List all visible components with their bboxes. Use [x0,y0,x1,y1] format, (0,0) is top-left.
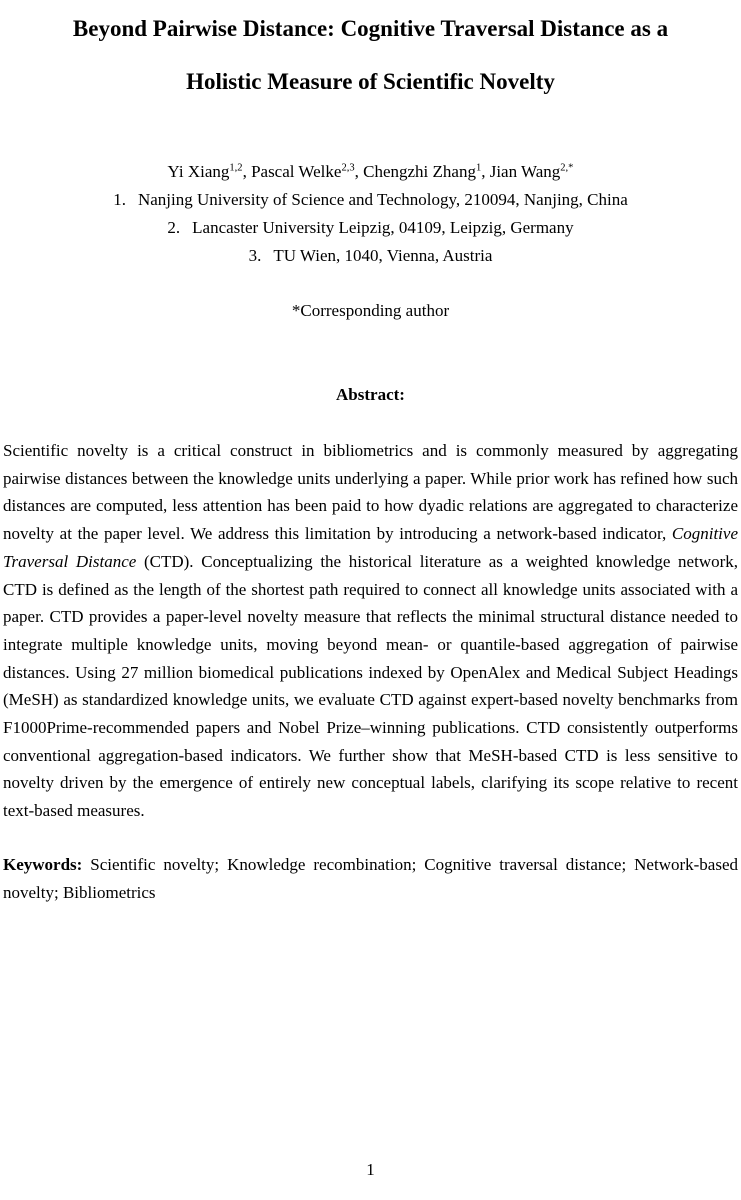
affiliation-text: TU Wien, 1040, Vienna, Austria [273,246,493,265]
affiliation-item [3,214,738,242]
affiliation-number: 3. [248,246,262,265]
paper-title [3,2,738,108]
authors-block [3,158,738,270]
corresponding-author-note: *Corresponding author [291,301,450,320]
affiliation-text: Nanjing University of Science and Technology, 210094, Nanjing, China [137,190,628,209]
abstract-heading: Abstract: [336,385,405,404]
affiliation-item [3,186,738,214]
author-affiliation-superscript: 2,* [560,162,574,174]
author-name: Yi Xiang [167,162,230,181]
author-name: Chengzhi Zhang [363,162,476,181]
author-name: Jian Wang [489,162,561,181]
author-affiliation-superscript: 1 [475,162,482,174]
abstract-segment: (CTD). Conceptualizing the historical literature as a weighted knowledge network, CTD is defined as the length of the shortest path required to connect all knowledge units associated with a paper. CTD provides a paper-level novelty measure that reflects the minimal structural distance needed to integrate multiple knowledge units, moving beyond mean- or quantile-based aggregation of pairwise distances. Using 27 million biomedical publications indexed by OpenAlex and Medical Subject Headings (MeSH) as standardized knowledge units, we evaluate CTD against expert-based novelty benchmarks from F1000Prime-recommended papers and Nobel Prize–winning publications. CTD consistently outperforms conventional aggregation-based indicators. We further show that MeSH-based CTD is less sensitive to novelty driven by the emergence of entirely new conceptual labels, clarifying its scope relative to recent text-based measures. [3,551,739,821]
author-name: Pascal Welke [251,162,342,181]
keywords-paragraph [3,851,738,906]
abstract-text [3,437,738,825]
abstract-italic-term: Cognitive Traversal Distance [3,524,738,571]
keywords-text: Scientific novelty; Knowledge recombination; Cognitive traversal distance; Network-based novelty; Bibliometrics [3,854,738,902]
affiliation-list [3,186,738,270]
author-line: Yi Xiang$^{1,2}$, Pascal Welke$^{2,3}$, Chengzhi Zhang$^1$, Jian Wang$^{2,*}$ [167,162,574,181]
paper-title-line-1: Beyond Pairwise Distance: Cognitive Traversal Distance as a [72,16,669,41]
author-affiliation-superscript: 1,2 [229,162,243,174]
paper-title-line-2: Holistic Measure of Scientific Novelty [186,69,555,94]
keywords-label: Keywords: [3,854,83,874]
abstract-segment: Scientific novelty is a critical construct in bibliometrics and is commonly measured by aggregating pairwise distances between the knowledge units underlying a paper. While prior work has refined how such distances are computed, less attention has been paid to how dyadic relations are aggregated to characterize novelty at the paper level. We address this limitation by introducing a network-based indicator, [3,441,738,544]
page-number: 1 [366,1160,375,1179]
author-affiliation-superscript: 2,3 [341,162,355,174]
affiliation-number: 2. [167,218,181,237]
affiliation-item [3,242,738,270]
affiliation-text: Lancaster University Leipzig, 04109, Leipzig, Germany [192,218,574,237]
affiliation-number: 1. [113,190,126,209]
